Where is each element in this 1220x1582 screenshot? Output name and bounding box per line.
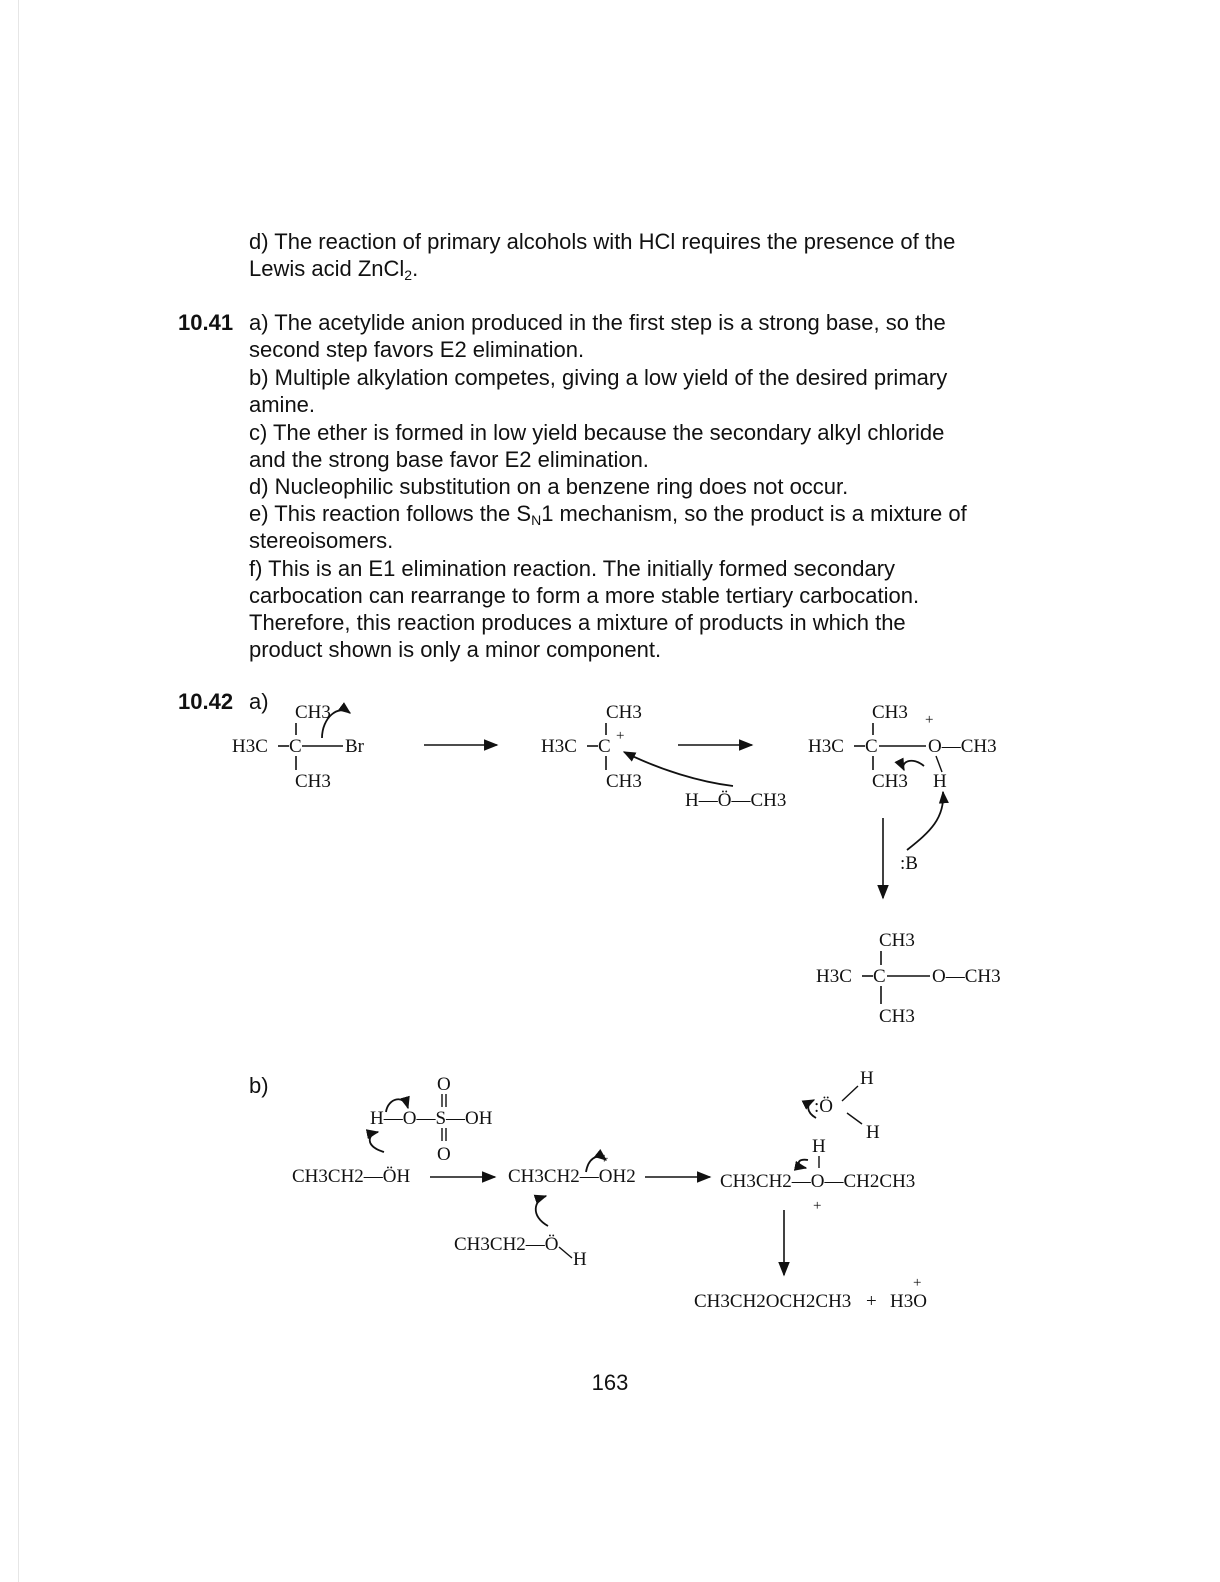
ethanol-nucleophile: CH3CH2—Ö: [454, 1234, 559, 1255]
a2-ch3-bot: CH3: [606, 771, 642, 792]
final-products: [694, 1275, 927, 1312]
water-o: :Ö: [814, 1096, 833, 1117]
q1041-a-line1: a) The acetylide anion produced in the first step is a strong base, so the: [249, 310, 946, 335]
curved-arrow-icon: [903, 761, 924, 770]
q1041-b-line2: amine.: [249, 392, 316, 417]
a1-ch3-top: CH3: [295, 702, 331, 723]
curved-arrow-icon: [536, 1196, 548, 1226]
q1041-a-line2: second step favors E2 elimination.: [249, 337, 585, 362]
a3-h3c: H3C: [808, 736, 844, 757]
a3-h: H: [933, 771, 947, 792]
diethyl-ether: CH3CH2OCH2CH3: [694, 1291, 852, 1312]
protonated-plus: +: [600, 1151, 609, 1167]
ethanol-h: H: [573, 1249, 587, 1270]
a4-c: C: [873, 966, 886, 987]
h2so4-main: H—O—S—OH: [370, 1108, 493, 1129]
base-b: :B: [900, 853, 918, 874]
h2so4-o-top: O: [437, 1074, 451, 1095]
ethanol: CH3CH2—ÖH: [292, 1166, 411, 1187]
curved-arrow-icon: [799, 1160, 808, 1168]
tbutyl-bromide: [232, 702, 365, 792]
a3-plus: +: [925, 712, 934, 728]
prev-d-line2: Lewis acid ZnCl$_2$.: [249, 256, 419, 283]
a1-h3c: H3C: [232, 736, 268, 757]
diethyl-oxonium: [720, 1068, 915, 1214]
page-number: 163: [591, 1370, 629, 1395]
mtbe-product: [816, 930, 1001, 1027]
problem-number-1041: 10.41: [178, 310, 234, 335]
a1-br: Br: [345, 736, 364, 757]
q1041-e-line2: stereoisomers.: [249, 528, 394, 553]
plus-sign: +: [866, 1291, 877, 1312]
oxonium-formula: CH3CH2—O—CH2CH3: [720, 1171, 916, 1192]
q1041-b-line1: b) Multiple alkylation competes, giving a low yield of the desired primary: [249, 365, 948, 390]
a1-c: C: [289, 736, 302, 757]
water-h-bot: H: [866, 1122, 880, 1143]
a2-h3c: H3C: [541, 736, 577, 757]
q1042-a-label: a): [249, 689, 269, 714]
sulfuric-acid: [370, 1074, 493, 1165]
a2-ch3-top: CH3: [606, 702, 642, 723]
a3-ch3-bot: CH3: [872, 771, 908, 792]
curved-arrow-icon: [370, 1132, 384, 1152]
q1041-f-line3: Therefore, this reaction produces a mixture of products in which the: [249, 610, 906, 635]
q1041-d-line1: d) Nucleophilic substitution on a benzene ring does not occur.: [249, 474, 849, 499]
a3-o-ch3: O—CH3: [928, 736, 997, 757]
oxonium-h: H: [812, 1136, 826, 1157]
a1-ch3-bot: CH3: [295, 771, 331, 792]
a4-o-ch3: O—CH3: [932, 966, 1001, 987]
h2so4-o-bot: O: [437, 1144, 451, 1165]
hydronium-plus: +: [913, 1275, 922, 1291]
water-h-top: H: [860, 1068, 874, 1089]
q1041-c-line2: and the strong base favor E2 elimination.: [249, 447, 649, 472]
q1041-f-line4: product shown is only a minor component.: [249, 637, 662, 662]
a4-ch3-bot: CH3: [879, 1006, 915, 1027]
problem-number-1042: 10.42: [178, 689, 234, 714]
a2-c: C: [598, 736, 611, 757]
protonated-ethanol-formula: CH3CH2—OH2: [508, 1166, 636, 1187]
a4-h3c: H3C: [816, 966, 852, 987]
protonated-ethanol: [454, 1151, 636, 1270]
protonated-ether: [808, 702, 997, 874]
q1041-f-line1: f) This is an E1 elimination reaction. The initially formed secondary: [249, 556, 896, 581]
a4-ch3-top: CH3: [879, 930, 915, 951]
a3-ch3-top: CH3: [872, 702, 908, 723]
a2-plus: +: [616, 728, 625, 744]
oxonium-plus: +: [813, 1198, 822, 1214]
q1042-b-label: b): [249, 1073, 269, 1098]
hydronium: H3O: [890, 1291, 927, 1312]
curved-arrow-icon: [907, 792, 943, 850]
methanol: H—Ö—CH3: [685, 790, 787, 811]
q1041-c-line1: c) The ether is formed in low yield because the secondary alkyl chloride: [249, 420, 945, 445]
a3-c: C: [865, 736, 878, 757]
prev-d-line1: d) The reaction of primary alcohols with HCl requires the presence of the: [249, 229, 956, 254]
q1041-e-line1: e) This reaction follows the $S_N1$ mechanism, so the product is a mixture of: [249, 501, 967, 528]
tbutyl-carbocation: [541, 702, 786, 811]
q1041-f-line2: carbocation can rearrange to form a more stable tertiary carbocation.: [249, 583, 920, 608]
